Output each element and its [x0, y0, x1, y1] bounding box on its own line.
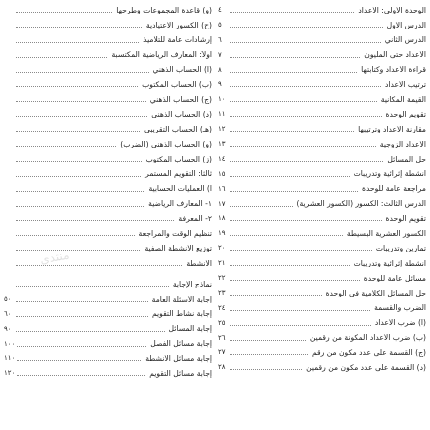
toc-entry-page-number: ٢٥ [218, 318, 226, 327]
toc-entry-title: إجابة نشاط التقويم [151, 310, 212, 319]
toc-entry [218, 360, 426, 375]
toc-entry-title: تمارين وتدريبات [375, 244, 426, 253]
toc-entry [4, 182, 212, 197]
toc-entry-page-number: ١٢ [218, 125, 226, 134]
dot-leader [16, 116, 147, 117]
dot-leader [16, 250, 140, 251]
toc-entry-title: (و) قاعدة المجموعات وطرحها [116, 6, 212, 15]
toc-entry-title: (د) الحساب الذهني [151, 110, 212, 119]
toc-entry-title: ١- المعارف الرياضية [148, 200, 212, 208]
toc-column-right [218, 3, 426, 426]
toc-entry-page-number: ٩٠ [4, 324, 12, 333]
dot-leader [16, 220, 174, 221]
toc-entry-page-number: ١٣ [218, 139, 226, 148]
toc-entry [4, 351, 212, 366]
toc-entry [4, 292, 212, 307]
toc-entry-title: تقويم الوحدة [385, 110, 426, 119]
toc-entry [218, 286, 426, 301]
toc-entry [218, 137, 426, 152]
toc-entry [4, 48, 212, 63]
toc-entry [218, 345, 426, 360]
toc-entry-title: الدرس الثالث: الكسور (الكسور العشرية) [296, 200, 426, 208]
toc-entry-page-number: ١١ [218, 110, 226, 119]
toc-entry [4, 277, 212, 292]
toc-entry [218, 197, 426, 212]
toc-entry [218, 301, 426, 316]
toc-entry [4, 137, 212, 152]
toc-entry-page-number: ٢٣ [218, 288, 226, 297]
toc-entry [4, 122, 212, 137]
toc-entry-title: الدرس الثاني [384, 36, 426, 45]
toc-entry [4, 33, 212, 48]
toc-entry-page-number: ٢٤ [218, 303, 226, 312]
dot-leader [230, 354, 308, 355]
toc-entry-title: إجابة الأسئلة العامة [151, 295, 212, 304]
toc-entry [218, 18, 426, 33]
toc-entry [218, 107, 426, 122]
toc-entry-page-number: ٢٢ [218, 273, 226, 282]
dot-leader [17, 360, 141, 361]
dot-leader [230, 146, 376, 147]
toc-entry-title: توزيع الأنشطة الصفية [144, 244, 212, 253]
toc-entry [218, 256, 426, 271]
toc-entry-page-number: ٨ [218, 65, 222, 74]
dot-leader [16, 101, 146, 102]
toc-entry [218, 167, 426, 182]
toc-entry-title: (ز) الحساب المكتوب [145, 155, 212, 164]
toc-entry [4, 107, 212, 122]
toc-entry-page-number: ١٥ [218, 169, 226, 178]
toc-entry-title: الدرس الأول [386, 21, 426, 30]
toc-entry-page-number: ٥ [218, 20, 222, 29]
toc-entry [218, 226, 426, 241]
toc-entry-title: إرشادات عامة للتلاميذ [143, 36, 212, 45]
dot-leader [16, 146, 116, 147]
toc-entry-title: تنظيم الوقت والمراجعة [138, 230, 212, 238]
toc-entry-title: ترتيب الأعداد [384, 81, 426, 89]
dot-leader [16, 176, 141, 177]
toc-entry-page-number: ٩ [218, 80, 222, 89]
toc-entry-page-number: ٢٦ [218, 333, 226, 342]
dot-leader [16, 235, 135, 236]
toc-entry [218, 3, 426, 18]
dot-leader [230, 265, 350, 266]
toc-entry [4, 256, 212, 271]
toc-entry [218, 33, 426, 48]
toc-entry-page-number: ١١٠ [4, 354, 16, 363]
toc-entry [218, 316, 426, 331]
toc-entry-title: الأعداد الزوجية [379, 140, 426, 149]
toc-entry-title: الضرب والقسمة [374, 304, 426, 313]
dot-leader [230, 340, 306, 341]
toc-entry-page-number: ٤ [218, 5, 222, 14]
dot-leader [230, 12, 354, 13]
dot-leader [17, 375, 145, 376]
toc-entry-title: تقويم الوحدة [385, 215, 426, 223]
toc-entry-title: (ب) الحساب المكتوب [142, 81, 212, 89]
toc-entry-title: إجابة مسائل الأنشطة [145, 355, 212, 363]
toc-entry [4, 197, 212, 212]
toc-entry-title: الأعداد حتى المليون [364, 51, 426, 59]
toc-entry [4, 307, 212, 322]
dot-leader [230, 176, 350, 177]
toc-entry-page-number: ٢٧ [218, 348, 226, 357]
toc-entry [218, 77, 426, 92]
toc-entry-title: نماذج الإجابة [172, 280, 212, 289]
toc-entry-page-number: ١٢٠ [4, 369, 16, 378]
toc-entry-title: (د) القسمة على عدد مكون من رقمين [306, 364, 426, 372]
toc-entry-title: أولاً: المعارف الرياضية المكتسبة [111, 51, 212, 59]
toc-entry-title: (أ) ضرب الأعداد [374, 319, 426, 327]
toc-entry [4, 241, 212, 256]
dot-leader [230, 42, 381, 43]
toc-entry-title: إجابة مسائل التقويم [149, 370, 212, 378]
dot-leader [16, 316, 148, 317]
dot-leader [17, 346, 146, 347]
toc-entry [218, 271, 426, 286]
toc-entry [4, 167, 212, 182]
toc-entry-title: (ح) الكسور الاعتيادية [145, 21, 212, 30]
toc-entry [218, 331, 426, 346]
dot-leader [230, 101, 377, 102]
toc-column-left [4, 3, 212, 426]
toc-entry-title: (ج) القسمة على عدد مكون من رقم [311, 349, 426, 357]
toc-entry-title: (هـ) الحساب التقريبي [143, 125, 212, 134]
toc-entry-title: الوحدة الأولى: الأعداد [358, 6, 426, 15]
toc-entry [218, 241, 426, 256]
dot-leader [16, 27, 142, 28]
dot-leader [230, 161, 383, 162]
toc-entry-title: قراءة الأعداد وكتابتها [361, 66, 426, 74]
dot-leader [16, 191, 144, 192]
dot-leader [230, 235, 343, 236]
dot-leader [16, 42, 139, 43]
dot-leader [230, 280, 360, 281]
dot-leader [230, 295, 322, 296]
toc-entry-title: (ب) ضرب الأعداد المكونة من رقمين [309, 334, 426, 342]
toc-entry-title: القيمة المكانية [380, 95, 426, 104]
dot-leader [16, 265, 182, 266]
toc-entry [218, 63, 426, 78]
toc-entry [4, 63, 212, 78]
dot-leader [16, 161, 142, 162]
toc-entry-page-number: ٢١ [218, 259, 226, 268]
dot-leader [16, 331, 165, 332]
toc-entry-title: إجابة المسائل [168, 325, 212, 333]
toc-entry [4, 366, 212, 381]
toc-entry-title: مقارنة الأعداد وترتيبها [358, 125, 426, 134]
toc-entry [4, 152, 212, 167]
dot-leader [230, 310, 370, 311]
toc-entry-title: (أ) الحساب الذهني [152, 66, 212, 74]
dot-leader [16, 86, 138, 87]
toc-entry [218, 152, 426, 167]
dot-leader [16, 57, 107, 58]
toc-entry-title: أنشطة إثرائية وتدريبات [353, 170, 426, 179]
toc-entry [218, 48, 426, 63]
dot-leader [230, 369, 302, 370]
toc-entry [218, 211, 426, 226]
toc-entry-title: إجابة مسائل الفصل [150, 340, 212, 348]
toc-entry-title: الأنشطة [186, 259, 212, 268]
dot-leader [16, 72, 149, 73]
dot-leader [230, 27, 383, 28]
dot-leader [16, 286, 169, 287]
toc-entry [4, 92, 212, 107]
toc-entry-page-number: ٦٠ [4, 309, 12, 318]
toc-entry-title: حل المسائل [387, 155, 426, 164]
toc-entry [4, 226, 212, 241]
toc-entry-title: أ) العمليات الحسابية [148, 185, 212, 193]
toc-entry-title: الكسور العشرية البسيطة [346, 230, 426, 238]
dot-leader [230, 86, 381, 87]
toc-entry-page-number: ٥٠ [4, 294, 12, 303]
toc-entry [218, 182, 426, 197]
toc-entry [218, 122, 426, 137]
toc-entry-title: ثالثاً: التقويم المستمر [145, 170, 212, 179]
toc-entry-page-number: ١٨ [218, 214, 226, 223]
toc-entry-title: حل المسائل الكلامية في الوحدة [325, 289, 426, 298]
toc-entry-page-number: ٦ [218, 35, 222, 44]
toc-entry-page-number: ٧ [218, 50, 222, 59]
dot-leader [230, 57, 360, 58]
toc-entry-page-number: ١٠ [218, 95, 226, 104]
dot-leader [16, 206, 144, 207]
toc-entry-page-number: ٢٨ [218, 363, 226, 372]
toc-entry-title: (و) الحساب الذهني (الضرب) [120, 140, 212, 149]
dot-leader [230, 131, 354, 132]
dot-leader [16, 12, 112, 13]
toc-entry-page-number: ١٧ [218, 199, 226, 208]
dot-leader [230, 191, 358, 192]
toc-entry [4, 337, 212, 352]
dot-leader [16, 301, 148, 302]
dot-leader [230, 220, 382, 221]
dot-leader [230, 116, 382, 117]
toc-entry-title: ٢- المعرفة [178, 215, 212, 223]
toc-entry-title: (ج) الحساب الذهني [149, 95, 212, 104]
dot-leader [230, 325, 371, 326]
watermark-text: منتدى [39, 247, 71, 267]
toc-entry [4, 77, 212, 92]
toc-entry-page-number: ١٤ [218, 154, 226, 163]
toc-entry [4, 211, 212, 226]
toc-entry-page-number: ٢٠ [218, 244, 226, 253]
dot-leader [16, 131, 140, 132]
toc-entry-page-number: ١٦ [218, 184, 226, 193]
toc-entry [4, 18, 212, 33]
toc-entry-title: أنشطة إثرائية وتدريبات [353, 259, 426, 268]
toc-entry-page-number: ١٠٠ [4, 339, 16, 348]
toc-entry [4, 3, 212, 18]
toc-entry-page-number: ١٩ [218, 229, 226, 238]
dot-leader [230, 72, 357, 73]
toc-entry-title: مسائل عامة للوحدة [363, 274, 426, 283]
dot-leader [230, 250, 372, 251]
toc-entry [4, 322, 212, 337]
toc-entry-title: مراجعة عامة للوحدة [361, 185, 426, 193]
dot-leader [230, 206, 293, 207]
toc-entry [218, 92, 426, 107]
